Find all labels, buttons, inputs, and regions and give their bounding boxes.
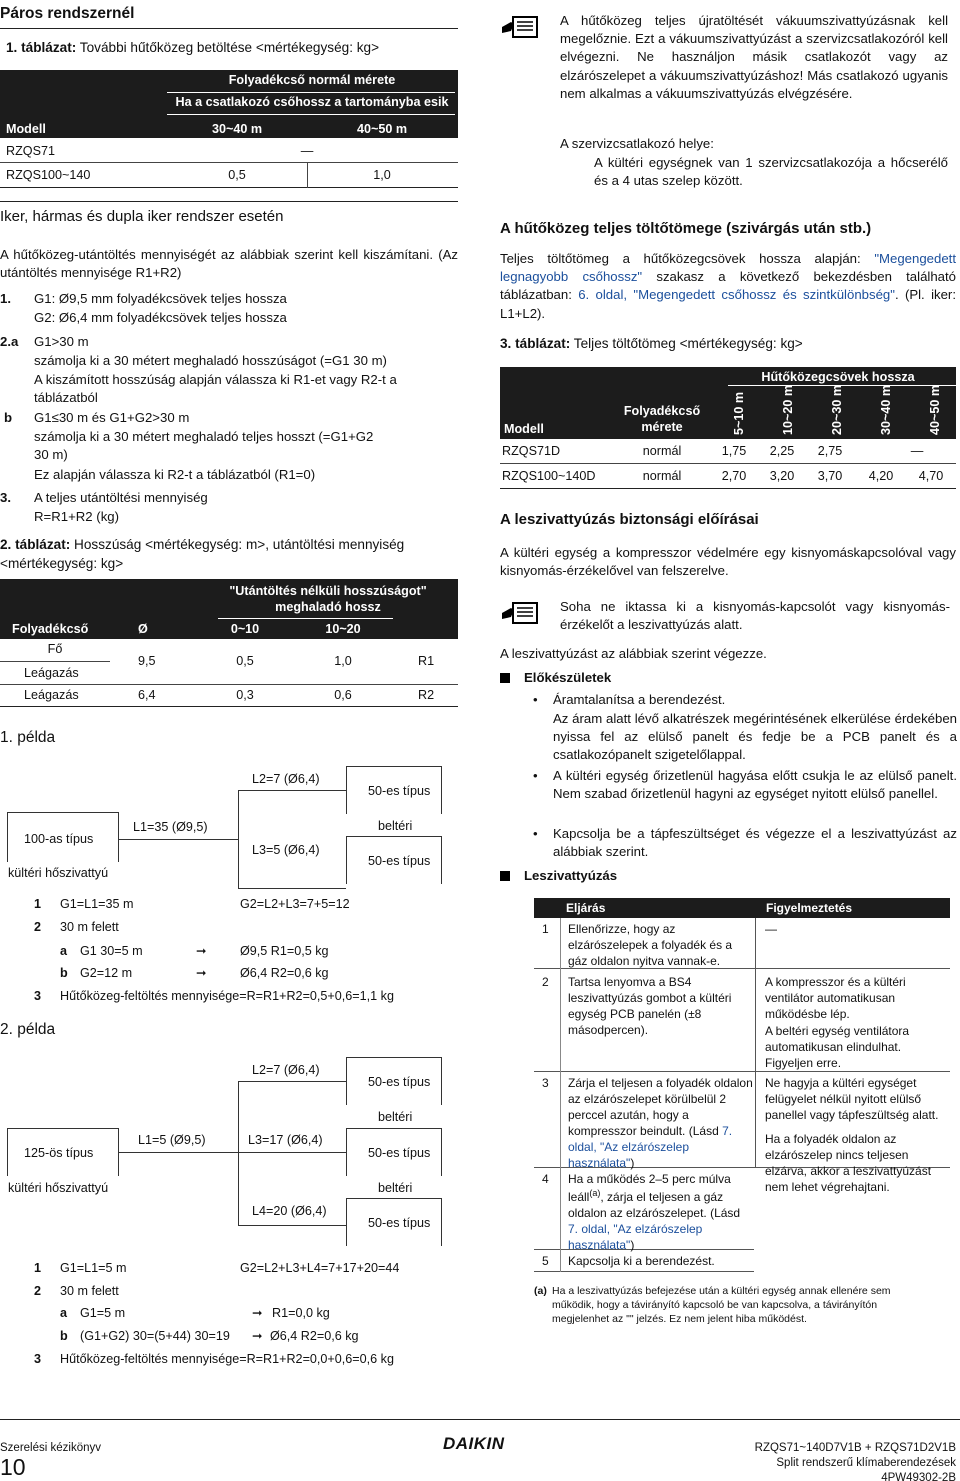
table3-header: Hűtőközegcsövek hossza Modell Folyadékcső mérete 5~10 m 10~20 m 20~30 m 30~40 m 40~50 m [500, 367, 956, 439]
step-text: A teljes utántöltési mennyiség [34, 490, 208, 505]
table4-header: Eljárás Figyelmeztetés [534, 898, 950, 918]
indoor-label: 50-es típus [368, 1146, 431, 1160]
table-row: 2 Tartsa lenyomva a BS4 leszivattyúzás gombot a kültéri egység PCB panelén (±8 másodpercen). A kompresszor és a kültéri ventilátor automatikusan működésbe lép. A beltéri egység ventilátora automatikusan elindulhat. Figyeljen erre. [534, 969, 950, 1072]
indoor-caption: beltéri [378, 819, 413, 833]
pipe-label: L1=5 (Ø9,5) [138, 1133, 206, 1147]
note-hand-icon [502, 600, 538, 626]
step-text: G1>30 m [34, 334, 89, 349]
note-text: A szervizcsatlakozó helye: [560, 136, 714, 151]
table1-body [0, 138, 458, 188]
table-row: RZQS71 — [0, 138, 458, 163]
footer-doc-code: 4PW49302-2B [881, 1471, 956, 1481]
section-heading: A leszivattyúzás biztonsági előírásai [500, 511, 759, 528]
step-number: 1. [0, 291, 11, 306]
step-text: R=R1+R2 (kg) [34, 509, 120, 524]
indoor-label: 50-es típus [368, 784, 431, 798]
table2-body: Fő Leágazás 9,5 0,5 1,0 R1 Leágazás 6,4 0,3 0,6 R2 [0, 639, 458, 707]
step-number: 3. [0, 490, 11, 505]
square-bullet-icon [500, 673, 510, 683]
total-text: Teljes töltőtömeg a hűtőközegcsövek hossza alapján: "Megengedett legnagyobb csőhossz" szakasz a következő bekezdésben található táblázatban: 6. oldal, "Megengedett csőhossz és szintkülönbség". (Pl. iker: L1+L2). [500, 251, 957, 321]
bullet-text: A kültéri egység őrizetlenül hagyása előtt csukja le az elülső panelt. Nem szabad őrizetlenül hagyni az egységet nyitott elülső panellel. [553, 768, 957, 802]
footer-model: RZQS71~140D7V1B + RZQS71D2V1B [754, 1442, 956, 1454]
table-row: 4 Ha a működés 2–5 perc múlva leáll$^{(a)}$, zárja el teljesen a gáz oldalon az elzárószelepet. (Lásd 7. oldal, "Az elzárószelep használata") [534, 1168, 754, 1250]
indoor-caption: beltéri [378, 1181, 413, 1195]
prep-heading: Előkészületek [500, 669, 611, 687]
table4-body [534, 918, 950, 1273]
unit-caption: kültéri hőszivattyú [8, 1181, 109, 1195]
table-row: 5 Kapcsolja ki a berendezést. [534, 1250, 754, 1272]
link-page7[interactable]: 7. oldal, "Az elzárószelep használata" [568, 1221, 703, 1252]
indoor-label: 50-es típus [368, 1075, 431, 1089]
pump-text: A kültéri egység a kompresszor védelmére egy kisnyomáskapcsolóval vagy kisnyomás-érzékelővel van felszerelve. [500, 545, 956, 579]
table2-caption: 2. táblázat: Hosszúság <mértékegység: m>, utántöltési mennyiség <mértékegység: kg> [0, 537, 405, 571]
divider [0, 28, 458, 29]
pipe-label: L4=20 (Ø6,4) [252, 1204, 327, 1218]
divider [0, 201, 458, 202]
footer-divider [0, 1419, 960, 1420]
table-row: 3 Zárja el teljesen a folyadék oldalon az elzárószelepet körülbelül 2 perccel azután, hogy a kompresszor beindult. (Lásd 7. oldal, "Az elzárószelep használata") Ne hagyja a kültéri egységet felügyelet nélkül nyitott elülső panellel vagy tápfeszültség alatt. Ha a folyadék oldalon az elzárószelep nincs teljesen elzárva, akkor a leszivattyúzást nem lehet végrehajtani. [534, 1072, 950, 1168]
arrow-icon: ➞ [196, 966, 207, 980]
table-row: 1 Ellenőrizze, hogy az elzárószelepek a folyadék és a gáz oldalon nyitva vannak-e. — [534, 918, 950, 969]
indoor-label: 50-es típus [368, 1216, 431, 1230]
arrow-icon: ➞ [196, 944, 207, 958]
link-page6[interactable]: 6. oldal, "Megengedett csőhossz és szintkülönbség" [578, 287, 895, 303]
bullet-text: Kapcsolja be a tápfeszültséget és végezze el a leszivattyúzást az alábbiak szerint. [553, 826, 957, 860]
square-bullet-icon [500, 871, 510, 881]
pipe-label: L1=35 (Ø9,5) [133, 820, 208, 834]
pipe-label: L2=7 (Ø6,4) [252, 772, 320, 786]
intro-text: A hűtőközeg-utántöltés mennyiségét az alábbiak szerint kell kiszámítani. (Az utántöltés mennyisége R1+R2) [0, 247, 458, 281]
page-heading: Páros rendszernél [0, 5, 135, 22]
footnote-text: Ha a leszivattyúzás befejezése után a kültéri egység annak ellenére sem működik, hogy a távirányító kapcsoló be van kapcsolva, a távirányítón megjelenhet az "" jelzés. Ez nem jelent hiba működést. [552, 1285, 891, 1326]
table-row: RZQS100~140 0,5 1,0 [6, 168, 391, 182]
page-number: 10 [0, 1454, 26, 1480]
arrow-icon: ➞ [252, 1306, 263, 1320]
pump-intro: A leszivattyúzást az alábbiak szerint végezze. [500, 646, 767, 661]
unit-label: 100-as típus [24, 832, 94, 846]
unit-caption: kültéri hőszivattyú [8, 866, 109, 880]
step-text: G1≤30 m és G1+G2>30 m [34, 410, 190, 425]
arrow-icon: ➞ [252, 1329, 263, 1343]
step-text: G1: Ø9,5 mm folyadékcsövek teljes hossza [34, 291, 287, 306]
table3-caption: 3. táblázat: Teljes töltőtömeg <mértékegység: kg> [500, 336, 803, 351]
link-megengedett[interactable]: "Megengedett legnagyobb csőhossz" [500, 251, 956, 285]
note-hand-icon [502, 14, 538, 40]
step-number: b [4, 410, 13, 425]
indoor-caption: beltéri [378, 1110, 413, 1124]
section-heading: A hűtőközeg teljes töltőtömege (szivárgás után stb.) [500, 220, 872, 237]
example2-title: 2. példa [0, 1021, 56, 1038]
table-row: RZQS100~140D normál 2,70 3,20 3,70 4,20 4,70 [502, 469, 944, 483]
bullet-icon: • [533, 692, 538, 707]
unit-label: 125-ös típus [24, 1146, 94, 1160]
bullet-text: Áramtalanítsa a berendezést. [553, 692, 726, 707]
example1-title: 1. példa [0, 729, 56, 746]
note-text: A hűtőközeg teljes újratöltését vákuumszivattyúzásnak kell megelőznie. Ezt a vákuumszivattyúzást a szervizcsatlakozóról kell elvégezni. Ne használjon másik csatlakozót vagy az elzárószelepet a vákuumszivattyúzáshoz! Más csatlakozó ugyanis nem alkalmas a vákuumszivattyúzás elvégzésére. [560, 13, 948, 101]
step-text: G2: Ø6,4 mm folyadékcsövek teljes hossza [34, 310, 287, 325]
indoor-label: 50-es típus [368, 854, 431, 868]
table-row: RZQS71D normál 1,75 2,25 2,75 — [500, 439, 956, 464]
step-text: Ez alapján válassza ki R2-t a táblázatból (R1=0) [34, 467, 316, 482]
section-heading: Iker, hármas és dupla iker rendszer esetén [0, 208, 284, 225]
step-number: 2.a [0, 334, 19, 349]
bullet-icon: • [533, 768, 538, 783]
step-text: A kiszámított hosszúság alapján válassza ki R1-et vagy R2-t a táblázatból [34, 372, 397, 406]
link-page7[interactable]: 7. oldal, "Az elzárószelep használata" [568, 1123, 733, 1170]
pipe-label: L3=5 (Ø6,4) [252, 843, 320, 857]
bullet-icon: • [533, 826, 538, 841]
pipe-label: L2=7 (Ø6,4) [252, 1063, 320, 1077]
table1-caption: 1. táblázat: További hűtőközeg betöltése <mértékegység: kg> [6, 40, 380, 55]
table1-header: Folyadékcső normál mérete Ha a csatlakozó csőhossz a tartományba esik Modell 30~40 m 40~50 m [0, 70, 458, 138]
step-text: számolja ki a 30 métert meghaladó hosszúságot (=G1 30 m) [34, 353, 387, 368]
footer-manual-label: Szerelési kézikönyv [0, 1442, 101, 1454]
step-text: számolja ki a 30 métert meghaladó teljes hosszt (=G1+G2 30 m) [34, 429, 374, 463]
table2-header: "Utántöltés nélküli hosszúságot" meghaladó hossz Folyadékcső Ø 0~10 10~20 [0, 579, 458, 639]
footnote-label: (a) [534, 1285, 547, 1297]
suck-heading: Leszivattyúzás [500, 867, 617, 885]
daikin-logo: DAIKIN [443, 1434, 505, 1453]
footer-right [600, 1441, 956, 1481]
table3-body [500, 439, 956, 489]
footer-subtitle: Split rendszerű klímaberendezések [776, 1456, 956, 1469]
bullet-text: Az áram alatt lévő alkatrészek megérintésének elkerülése érdekében nyissa fel az elülső panelt és fedje be a PCB panelt és a csatlakozópanelt szigetelőlappal. [553, 711, 957, 763]
note-text: A kültéri egységnek van 1 szervizcsatlakozója a hőcserélő és a 4 utas szelep között. [594, 155, 948, 189]
note-text: Soha ne iktassa ki a kisnyomás-kapcsolót vagy kisnyomás-érzékelőt a leszivattyúzás alatt. [560, 599, 950, 633]
pipe-label: L3=17 (Ø6,4) [248, 1133, 323, 1147]
